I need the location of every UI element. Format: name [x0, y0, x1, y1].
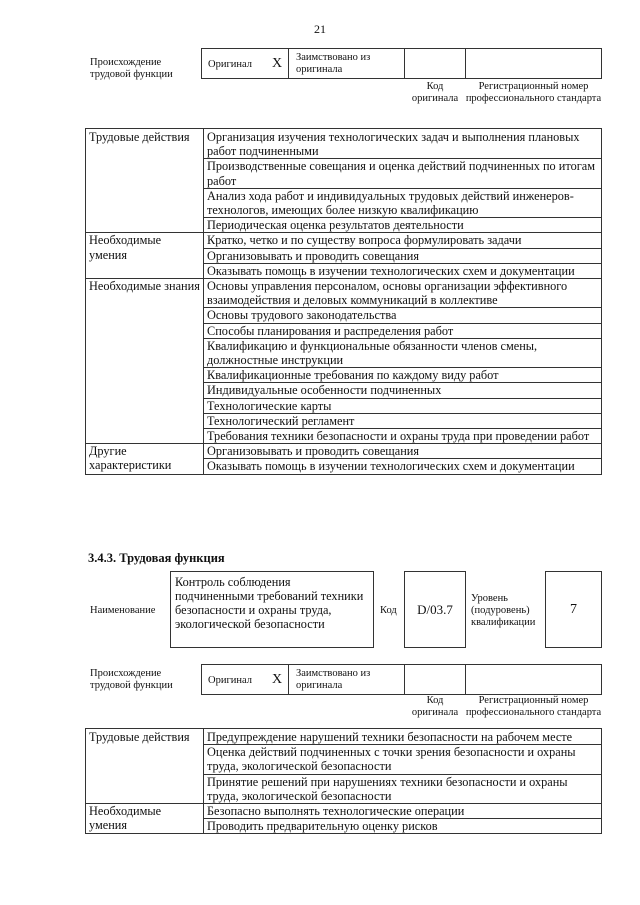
- origin-original-cell-2: [201, 664, 289, 695]
- name-label: Наименование: [90, 605, 156, 616]
- category-cell: Трудовые действия: [86, 729, 204, 804]
- code-label: Код: [380, 605, 397, 616]
- origin-original-mark: Х: [272, 56, 283, 71]
- item-cell: Основы трудового законодательства: [204, 308, 602, 323]
- item-cell: Требования техники безопасности и охраны труда при проведении работ: [204, 429, 602, 444]
- origin-original-label: Оригинал: [208, 59, 252, 70]
- item-cell: Основы управления персоналом, основы организации эффективного взаимодействия и деловых коммуникаций в коллективе: [204, 279, 602, 308]
- section-title: 3.4.3. Трудовая функция: [88, 551, 225, 565]
- item-cell: Организовывать и проводить совещания: [204, 444, 602, 459]
- origin-borrowed-label-2: Заимствовано из оригинала: [296, 668, 371, 691]
- item-cell: Квалификационные требования по каждому виду работ: [204, 368, 602, 383]
- item-cell: Технологический регламент: [204, 413, 602, 428]
- item-cell: Безопасно выполнять технологические операции: [204, 804, 602, 819]
- function-name-box: Контроль соблюдения подчиненными требований техники безопасности и охраны труда, экологической безопасности: [170, 571, 374, 648]
- origin-code-cell-2: [404, 664, 466, 695]
- item-cell: Проводить предварительную оценку рисков: [204, 819, 602, 834]
- function-code-box: D/03.7: [404, 571, 466, 648]
- origin-label-2: Происхождение трудовой функции: [90, 668, 173, 691]
- item-cell: Предупреждение нарушений техники безопасности на рабочем месте: [204, 729, 602, 745]
- page-number: 21: [314, 22, 326, 36]
- item-cell: Принятие решений при нарушениях техники безопасности и охраны труда, экологической безопасности: [204, 774, 602, 803]
- origin-code-caption-2: Код оригинала: [411, 695, 459, 718]
- origin-borrowed-cell-2: [288, 664, 405, 695]
- origin-original-label-2: Оригинал: [208, 675, 252, 686]
- origin-code-caption: Код оригинала: [411, 81, 459, 104]
- item-cell: Оказывать помощь в изучении технологических схем и документации: [204, 263, 602, 278]
- category-cell: Необходимые умения: [86, 233, 204, 279]
- item-cell: Периодическая оценка результатов деятельности: [204, 218, 602, 233]
- item-cell: Квалификацию и функциональные обязанности членов смены, должностные инструкции: [204, 338, 602, 367]
- item-cell: Анализ хода работ и индивидуальных трудовых действий инженеров-технологов, имеющих более низкую квалификацию: [204, 188, 602, 217]
- origin-borrowed-label: Заимствовано из оригинала: [296, 52, 371, 75]
- origin-label: Происхождение трудовой функции: [90, 57, 173, 80]
- category-cell: Трудовые действия: [86, 129, 204, 233]
- level-label: Уровень (подуровень) квалификации: [471, 593, 536, 628]
- origin-reg-cell-2: [465, 664, 602, 695]
- item-cell: Кратко, четко и по существу вопроса формулировать задачи: [204, 233, 602, 248]
- item-cell: Оказывать помощь в изучении технологических схем и документации: [204, 459, 602, 474]
- item-cell: Организация изучения технологических задач и выполнения плановых работ подчиненными: [204, 129, 602, 159]
- category-cell: Другие характеристики: [86, 444, 204, 474]
- origin-code-cell: [404, 48, 466, 79]
- category-cell: Необходимые умения: [86, 804, 204, 834]
- item-cell: Организовывать и проводить совещания: [204, 248, 602, 263]
- origin-reg-caption: Регистрационный номер профессионального стандарта: [465, 81, 602, 104]
- origin-original-cell: [201, 48, 289, 79]
- item-cell: Технологические карты: [204, 398, 602, 413]
- item-cell: Производственные совещания и оценка действий подчиненных по итогам работ: [204, 159, 602, 188]
- competency-table-1: [85, 128, 602, 475]
- competency-table-2: [85, 728, 602, 834]
- level-value-box: 7: [545, 571, 602, 648]
- item-cell: Индивидуальные особенности подчиненных: [204, 383, 602, 398]
- origin-reg-caption-2: Регистрационный номер профессионального стандарта: [465, 695, 602, 718]
- item-cell: Способы планирования и распределения работ: [204, 323, 602, 338]
- origin-reg-cell: [465, 48, 602, 79]
- category-cell: Необходимые знания: [86, 279, 204, 444]
- origin-original-mark-2: Х: [272, 672, 283, 687]
- item-cell: Оценка действий подчиненных с точки зрения безопасности и охраны труда, экологической безопасности: [204, 745, 602, 774]
- origin-borrowed-cell: [288, 48, 405, 79]
